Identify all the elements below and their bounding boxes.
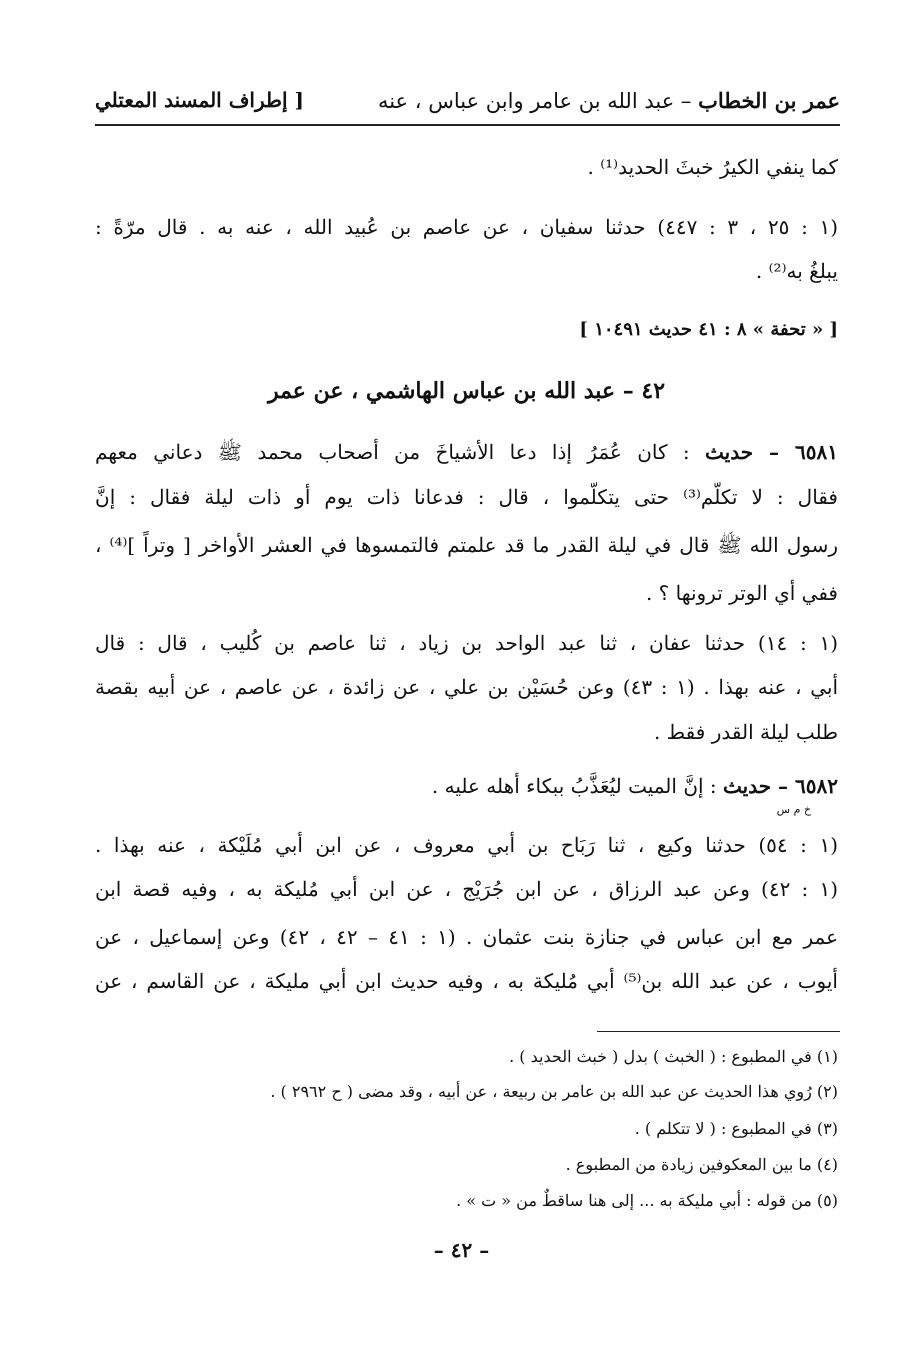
footnote: (٤) ما بين المعكوفين زيادة من المطبوع . bbox=[565, 1155, 838, 1174]
footnote: (٣) في المطبوع : ( لا تتكلم ) . bbox=[634, 1119, 838, 1138]
footnote: (١) في المطبوع : ( الخبث ) بدل ( خبث الحديد ) . bbox=[509, 1047, 838, 1066]
header-book-title: [ إطراف المسند المعتلي bbox=[95, 88, 304, 112]
text-line: (١ : ٢٥ ، ٣ : ٤٤٧) حدثنا سفيان ، عن عاصم بن عُبيد الله ، عنه به . قال مرّةً : bbox=[95, 215, 839, 239]
header-title-bold: عمر بن الخطاب bbox=[698, 88, 840, 113]
footnote: (٢) رُوي هذا الحديث عن عبد الله بن عامر بن ربيعة ، عن أبيه ، وقد مضى ( ح ٢٩٦٢ ) . bbox=[270, 1082, 838, 1101]
chain-line: (١ : ٥٤) حدثنا وكيع ، ثنا رَبَاح بن أبي معروف ، عن ابن أبي مُلَيْكة ، عنه بهذا . bbox=[95, 833, 839, 857]
hadith-text: : كان عُمَرُ إذا دعا الأشياخَ من أصحاب محمد ﷺ دعاني معهم bbox=[95, 440, 690, 464]
running-header bbox=[95, 84, 840, 120]
text-line: يبلغُ به⁽²⁾ . bbox=[755, 259, 838, 283]
header-title-rest: – عبد الله بن عامر وابن عباس ، عنه bbox=[377, 89, 692, 113]
header-divider bbox=[95, 124, 840, 126]
tuhfa-reference: [ « تحفة » ٨ : ٤١ حديث ١٠٤٩١ ] bbox=[579, 319, 838, 340]
page-number: – ٤٢ – bbox=[433, 1238, 490, 1262]
chain-line: أبي ، عنه بهذا . (١ : ٤٣) وعن حُسَيْن بن علي ، عن زائدة ، عن عاصم ، عن أبيه بقصة bbox=[95, 675, 839, 699]
hadith-number: ٦٥٨١ – حديث bbox=[705, 440, 838, 464]
hadith-number: ٦٥٨٢ – حديث bbox=[723, 774, 838, 798]
text-line: فقال : لا تكلّم⁽³⁾ حتى يتكلّموا ، قال : فدعانا ذات يوم أو ذات ليلة فقال : إنَّ bbox=[95, 485, 838, 509]
text-line: كما ينفي الكيرُ خبثَ الحديد⁽¹⁾ . bbox=[587, 155, 838, 179]
text-line: ففي أي الوتر ترونها ؟ . bbox=[645, 581, 838, 605]
hadith-text: : إنَّ الميت ليُعَذَّبُ ببكاء أهله عليه . bbox=[431, 774, 717, 798]
chain-line: (١ : ١٤) حدثنا عفان ، ثنا عبد الواحد بن زياد ، ثنا عاصم بن كُليب ، قال : قال bbox=[95, 631, 838, 655]
section-heading: ٤٢ – عبد الله بن عباس الهاشمي ، عن عمر bbox=[267, 378, 666, 404]
text-line: رسول الله ﷺ قال في ليلة القدر ما قد علمتم فالتمسوها في العشر الأواخر [ وتراً ]⁽⁴⁾ ، bbox=[95, 533, 838, 557]
footnote-divider bbox=[597, 1031, 840, 1032]
chain-line: طلب ليلة القدر فقط . bbox=[653, 720, 838, 744]
source-marker: خ م س bbox=[776, 803, 811, 816]
hadith-6581-line-1 bbox=[95, 437, 838, 467]
chain-line: (١ : ٤٢) وعن عبد الرزاق ، عن ابن جُرَيْج ، عن ابن أبي مُليكة به ، وفيه قصة ابن bbox=[95, 877, 838, 901]
header-title bbox=[378, 88, 840, 113]
hadith-6582-line-1 bbox=[432, 771, 838, 801]
chain-line: أيوب ، عن عبد الله بن⁽⁵⁾ أبي مُليكة به ، وفيه حديث ابن أبي مليكة ، عن القاسم ، عن bbox=[95, 969, 838, 993]
chain-line: عمر مع ابن عباس في جنازة بنت عثمان . (١ : ٤١ – ٤٢ ، ٤٢) وعن إسماعيل ، عن bbox=[95, 925, 839, 949]
footnote: (٥) من قوله : أبي مليكة به ... إلى هنا ساقطٌ من « ت » . bbox=[456, 1191, 838, 1210]
